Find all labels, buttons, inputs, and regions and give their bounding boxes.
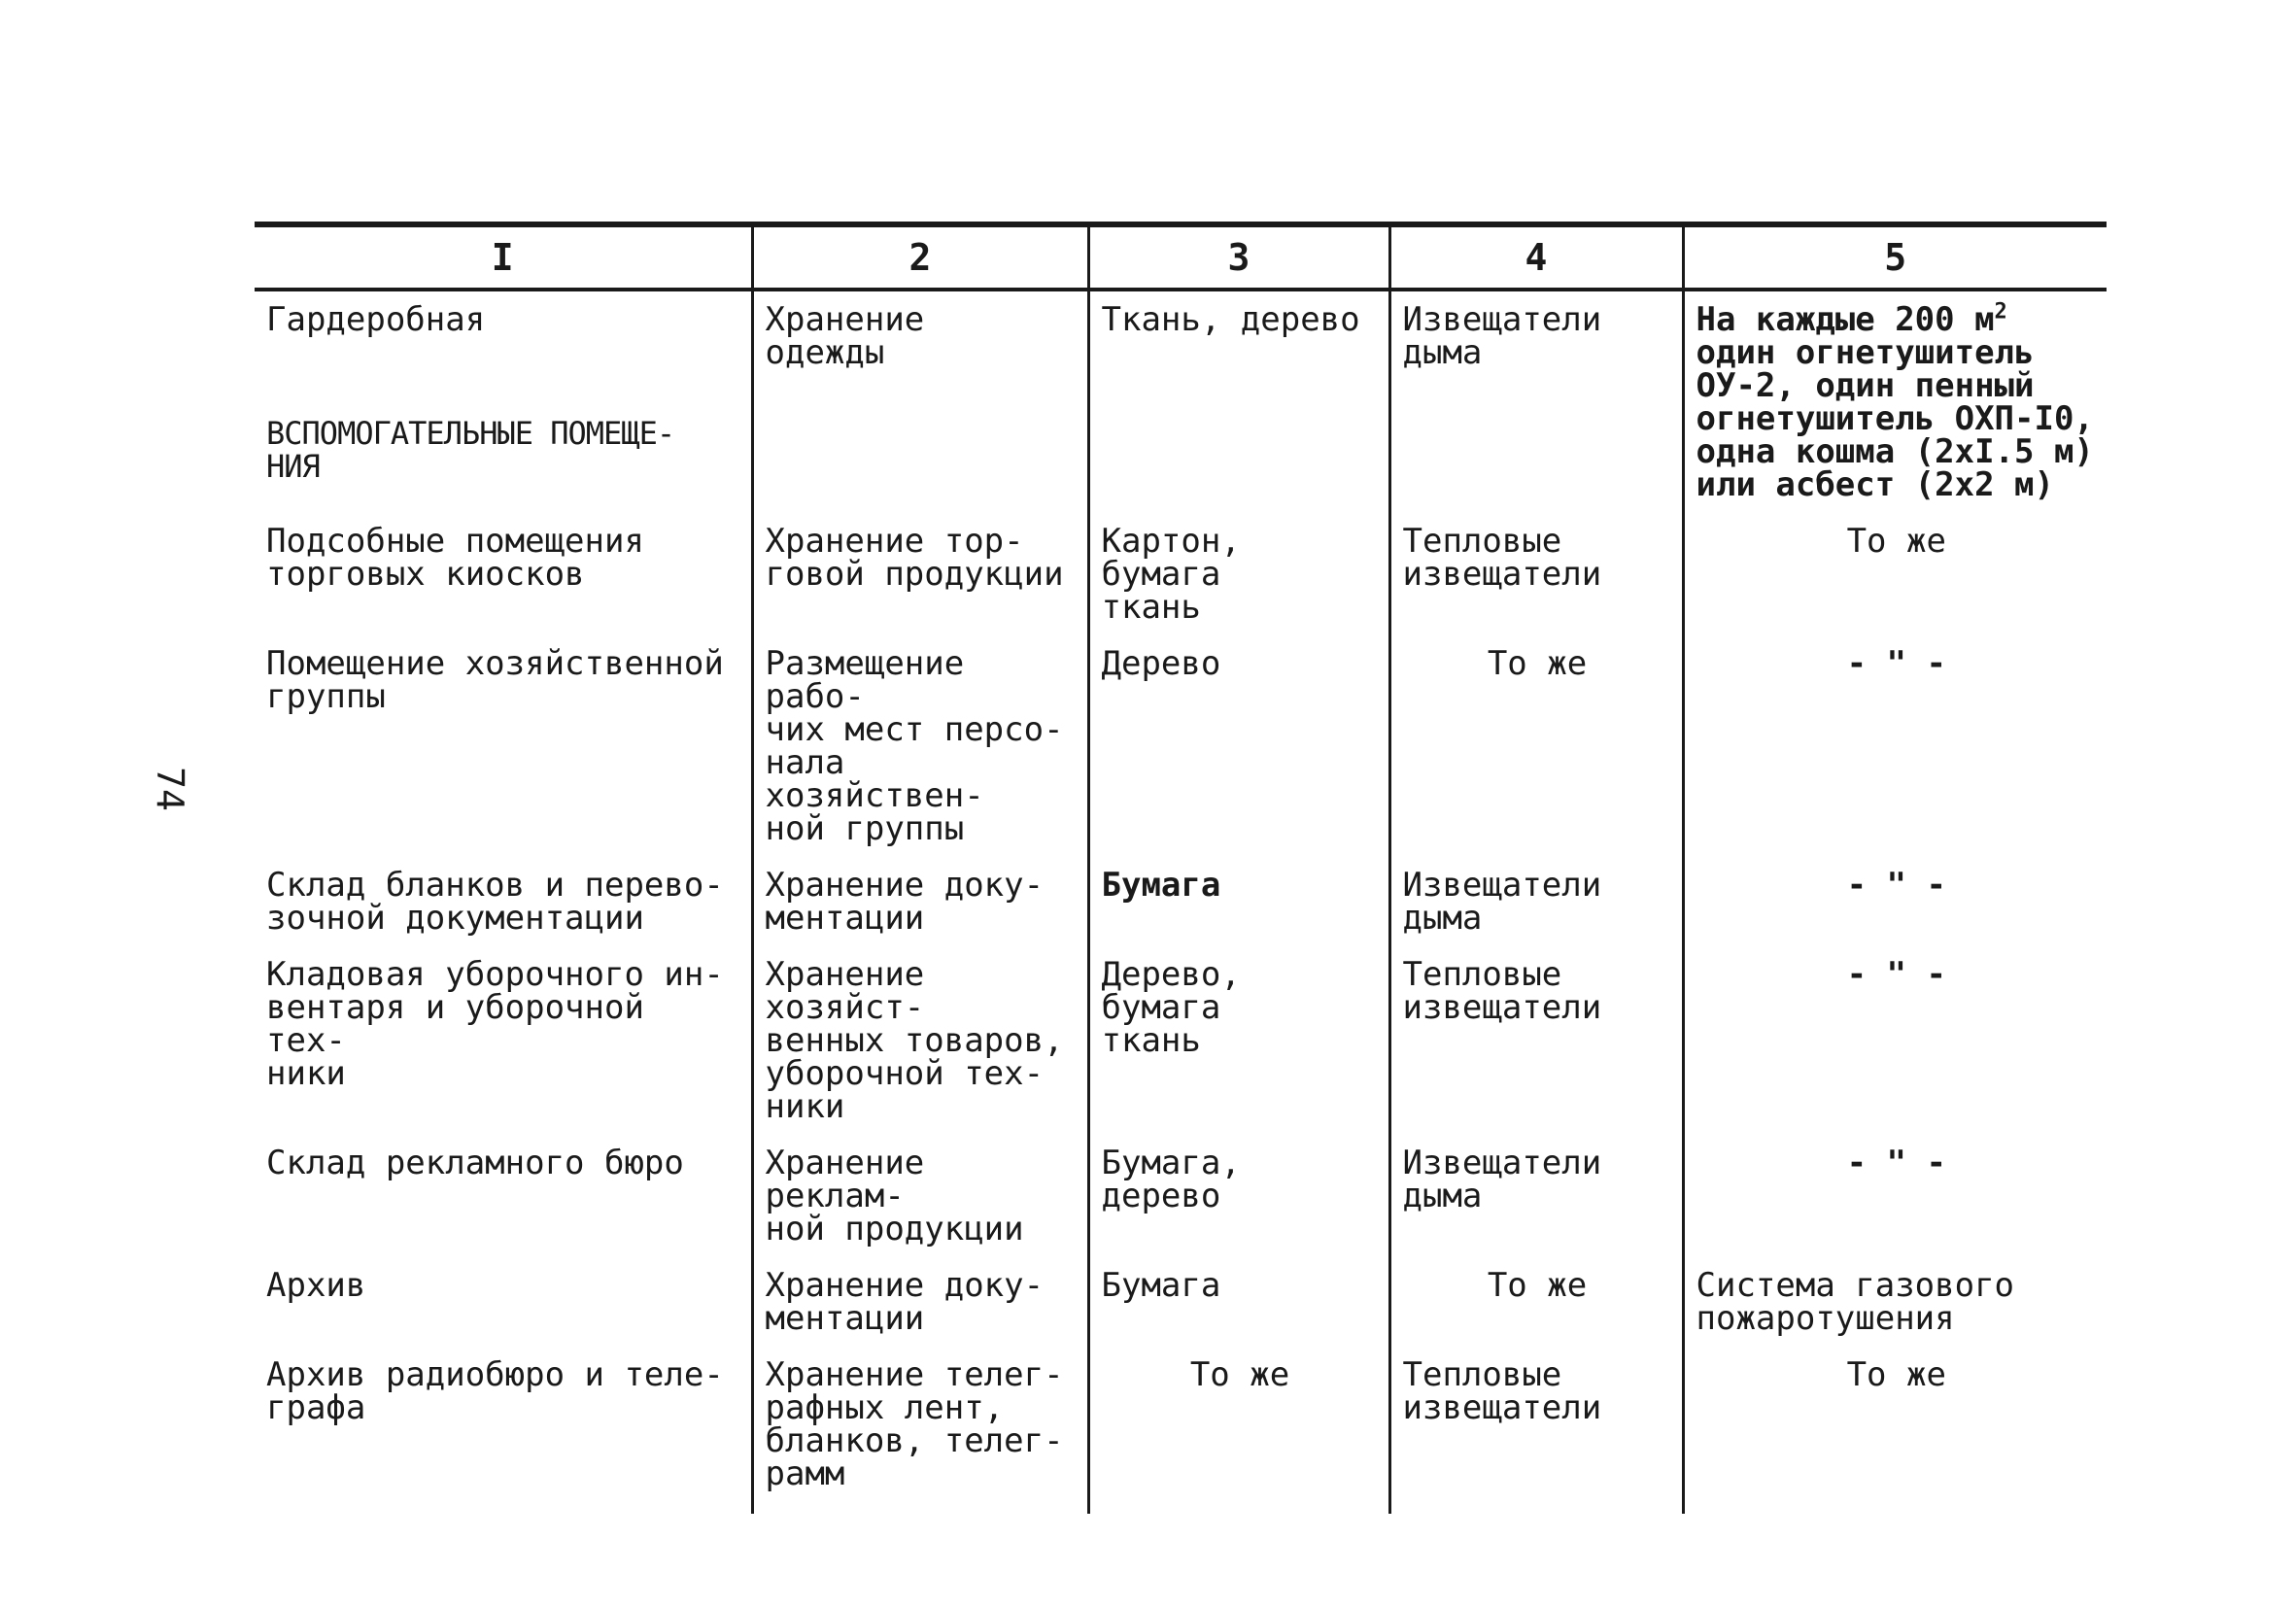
table-row: [255, 1139, 2107, 1261]
extinguish-cell: То же: [1683, 517, 2107, 639]
material-cell: Дерево: [1088, 639, 1389, 861]
fire-safety-table: [255, 222, 2107, 1514]
detector-cell: Извещатели дыма: [1389, 861, 1683, 950]
extinguish-cell: - " -: [1683, 639, 2107, 861]
column-header-2: 2: [752, 224, 1088, 290]
table-row: [255, 517, 2107, 639]
purpose-cell: Хранение одежды: [752, 290, 1088, 413]
table-row: [255, 861, 2107, 950]
empty-cell: [1088, 413, 1389, 517]
detector-cell: То же: [1389, 1261, 1683, 1351]
table-row: [255, 639, 2107, 861]
empty-cell: [1389, 413, 1683, 517]
extinguish-cell: То же: [1683, 1351, 2107, 1514]
purpose-cell: Хранение телег- рафных лент, бланков, телег- рамм: [752, 1351, 1088, 1514]
purpose-cell: Хранение доку- ментации: [752, 1261, 1088, 1351]
column-header-1: I: [255, 224, 752, 290]
column-header-4: 4: [1389, 224, 1683, 290]
section-title: ВСПОМОГАТЕЛЬНЫЕ ПОМЕЩЕ- НИЯ: [266, 415, 675, 486]
room-cell: Подсобные помещения торговых киосков: [266, 522, 644, 594]
square-unit-superscript: 2: [1994, 299, 2007, 325]
column-header-5: 5: [1683, 224, 2107, 290]
table-row: [255, 950, 2107, 1139]
room-cell: Склад рекламного бюро: [266, 1144, 684, 1182]
material-cell: Бумага: [1088, 861, 1389, 950]
detector-cell: То же: [1389, 639, 1683, 861]
purpose-cell: Хранение хозяйст- венных товаров, уборочной тех- ники: [752, 950, 1088, 1139]
room-cell: Склад бланков и перево- зочной документации: [266, 866, 724, 938]
material-cell: Бумага, дерево: [1088, 1139, 1389, 1261]
detector-cell: Тепловые извещатели: [1389, 517, 1683, 639]
purpose-cell: Хранение реклам- ной продукции: [752, 1139, 1088, 1261]
table-row: [255, 1351, 2107, 1514]
room-cell: Архив: [266, 1266, 366, 1305]
extinguish-cell: Система газового пожаротушения: [1683, 1261, 2107, 1351]
room-cell: Архив радиобюро и теле- графа: [266, 1355, 724, 1427]
table-row: [255, 1261, 2107, 1351]
material-cell: Бумага: [1088, 1261, 1389, 1351]
detector-cell: Тепловые извещатели: [1389, 1351, 1683, 1514]
column-header-3: 3: [1088, 224, 1389, 290]
room-cell: Кладовая уборочного ин- вентаря и уборочной тех- ники: [266, 955, 724, 1093]
extinguish-rest: один огнетушитель ОУ-2, один пенный огнетушитель ОХП-I0, одна кошма (2хI.5 м) или асбест (2х2 м): [1696, 333, 2094, 504]
purpose-cell: Хранение доку- ментации: [752, 861, 1088, 950]
detector-cell: Извещатели дыма: [1389, 1139, 1683, 1261]
detector-cell: Извещатели дыма: [1389, 290, 1683, 413]
material-cell: Картон, бумага ткань: [1088, 517, 1389, 639]
room-cell: Гардеробная: [266, 300, 486, 339]
table-row: [255, 290, 2107, 413]
material-cell: Дерево, бумага ткань: [1088, 950, 1389, 1139]
purpose-cell: Размещение рабо- чих мест персо- нала хозяйствен- ной группы: [752, 639, 1088, 861]
header-row: [255, 224, 2107, 290]
room-cell: Помещение хозяйственной группы: [266, 644, 724, 716]
material-cell: Ткань, дерево: [1088, 290, 1389, 413]
extinguish-prefix: На каждые 200 м: [1696, 300, 1995, 339]
extinguish-cell: - " -: [1683, 950, 2107, 1139]
purpose-cell: Хранение тор- говой продукции: [752, 517, 1088, 639]
extinguish-cell: [1683, 290, 2107, 517]
detector-cell: Тепловые извещатели: [1389, 950, 1683, 1139]
material-cell: То же: [1088, 1351, 1389, 1514]
empty-cell: [752, 413, 1088, 517]
page-number: 74: [148, 767, 191, 811]
extinguish-cell: - " -: [1683, 861, 2107, 950]
extinguish-cell: - " -: [1683, 1139, 2107, 1261]
